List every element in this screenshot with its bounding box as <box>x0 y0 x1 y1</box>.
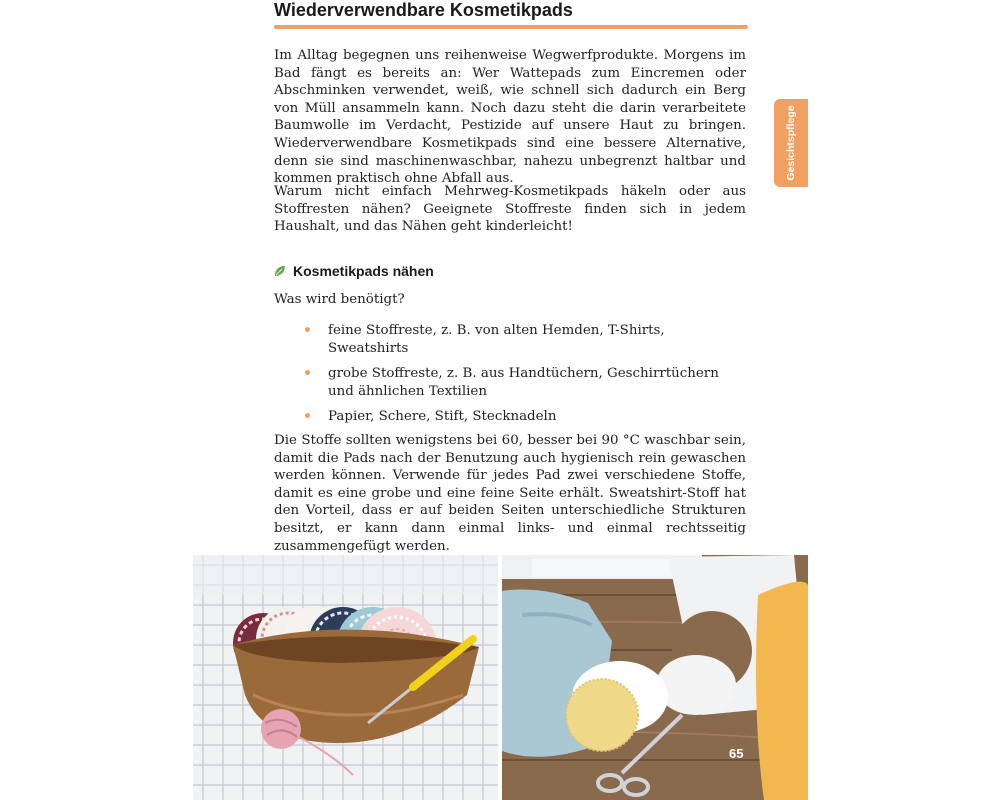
photo-sewing-materials <box>502 555 808 800</box>
materials-list <box>274 322 746 434</box>
second-paragraph: Warum nicht einfach Mehrweg-Kosmetikpads häkeln oder aus Stoffresten nähen? Geeignete Stoffreste finden sich in jedem Haushalt, und das Nähen geht kinderleicht! <box>274 184 746 235</box>
title-underline <box>274 25 748 29</box>
page-number: 65 <box>729 746 744 761</box>
materials-question: Was wird benötigt? <box>274 292 405 307</box>
intro-paragraph: Im Alltag begegnen uns reihenweise Wegwerfprodukte. Morgens im Bad fängt es bereits an: Wer Wattepads zum Eincremen oder Abschminken verwendet, weiß, wie schnell sich dadurch ein Berg von Müll ansammeln kann. Noch dazu steht die darin verarbeitete Baumwolle im Verdacht, Pestizide auf unsere Haut zu bringen. Wiederverwendbare Kosmetikpads sind eine bessere Alternative, denn sie sind maschinenwaschbar, nahezu unbegrenzt haltbar und kommen praktisch ohne Abfall aus. <box>274 48 746 187</box>
photo-crocheted-pads <box>193 555 498 800</box>
chapter-tab[interactable] <box>774 99 808 187</box>
page-title: Wiederverwendbare Kosmetikpads <box>274 0 573 20</box>
bullet-icon: • <box>303 323 312 339</box>
body-paragraph: Die Stoffe sollten wenigstens bei 60, besser bei 90 °C waschbar sein, damit die Pads nach der Benutzung auch hygienisch rein gewaschen werden können. Verwende für jedes Pad zwei verschiedene Stoffe, damit es eine grobe und eine feine Seite erhält. Sweatshirt-Stoff hat den Vorteil, dass er auf beiden Seiten unterschiedliche Strukturen besitzt, er kann dann einmal links- und einmal rechtsseitig zusammengefügt werden. <box>274 433 746 554</box>
section-heading <box>274 262 434 280</box>
list-item: • feine Stoffreste, z. B. von alten Hemden, T-Shirts, Sweatshirts <box>303 323 665 356</box>
list-item: • grobe Stoffreste, z. B. aus Handtüchern, Geschirrtüchern und ähnlichen Textilien <box>303 366 719 399</box>
bullet-icon: • <box>303 366 312 383</box>
chapter-tab-label: Gesichtspflege <box>785 105 797 181</box>
section-heading-text: Kosmetikpads nähen <box>293 263 434 279</box>
bullet-icon: • <box>303 409 312 426</box>
list-item: • Papier, Schere, Stift, Stecknadeln <box>303 409 557 426</box>
leaf-icon <box>274 265 286 277</box>
